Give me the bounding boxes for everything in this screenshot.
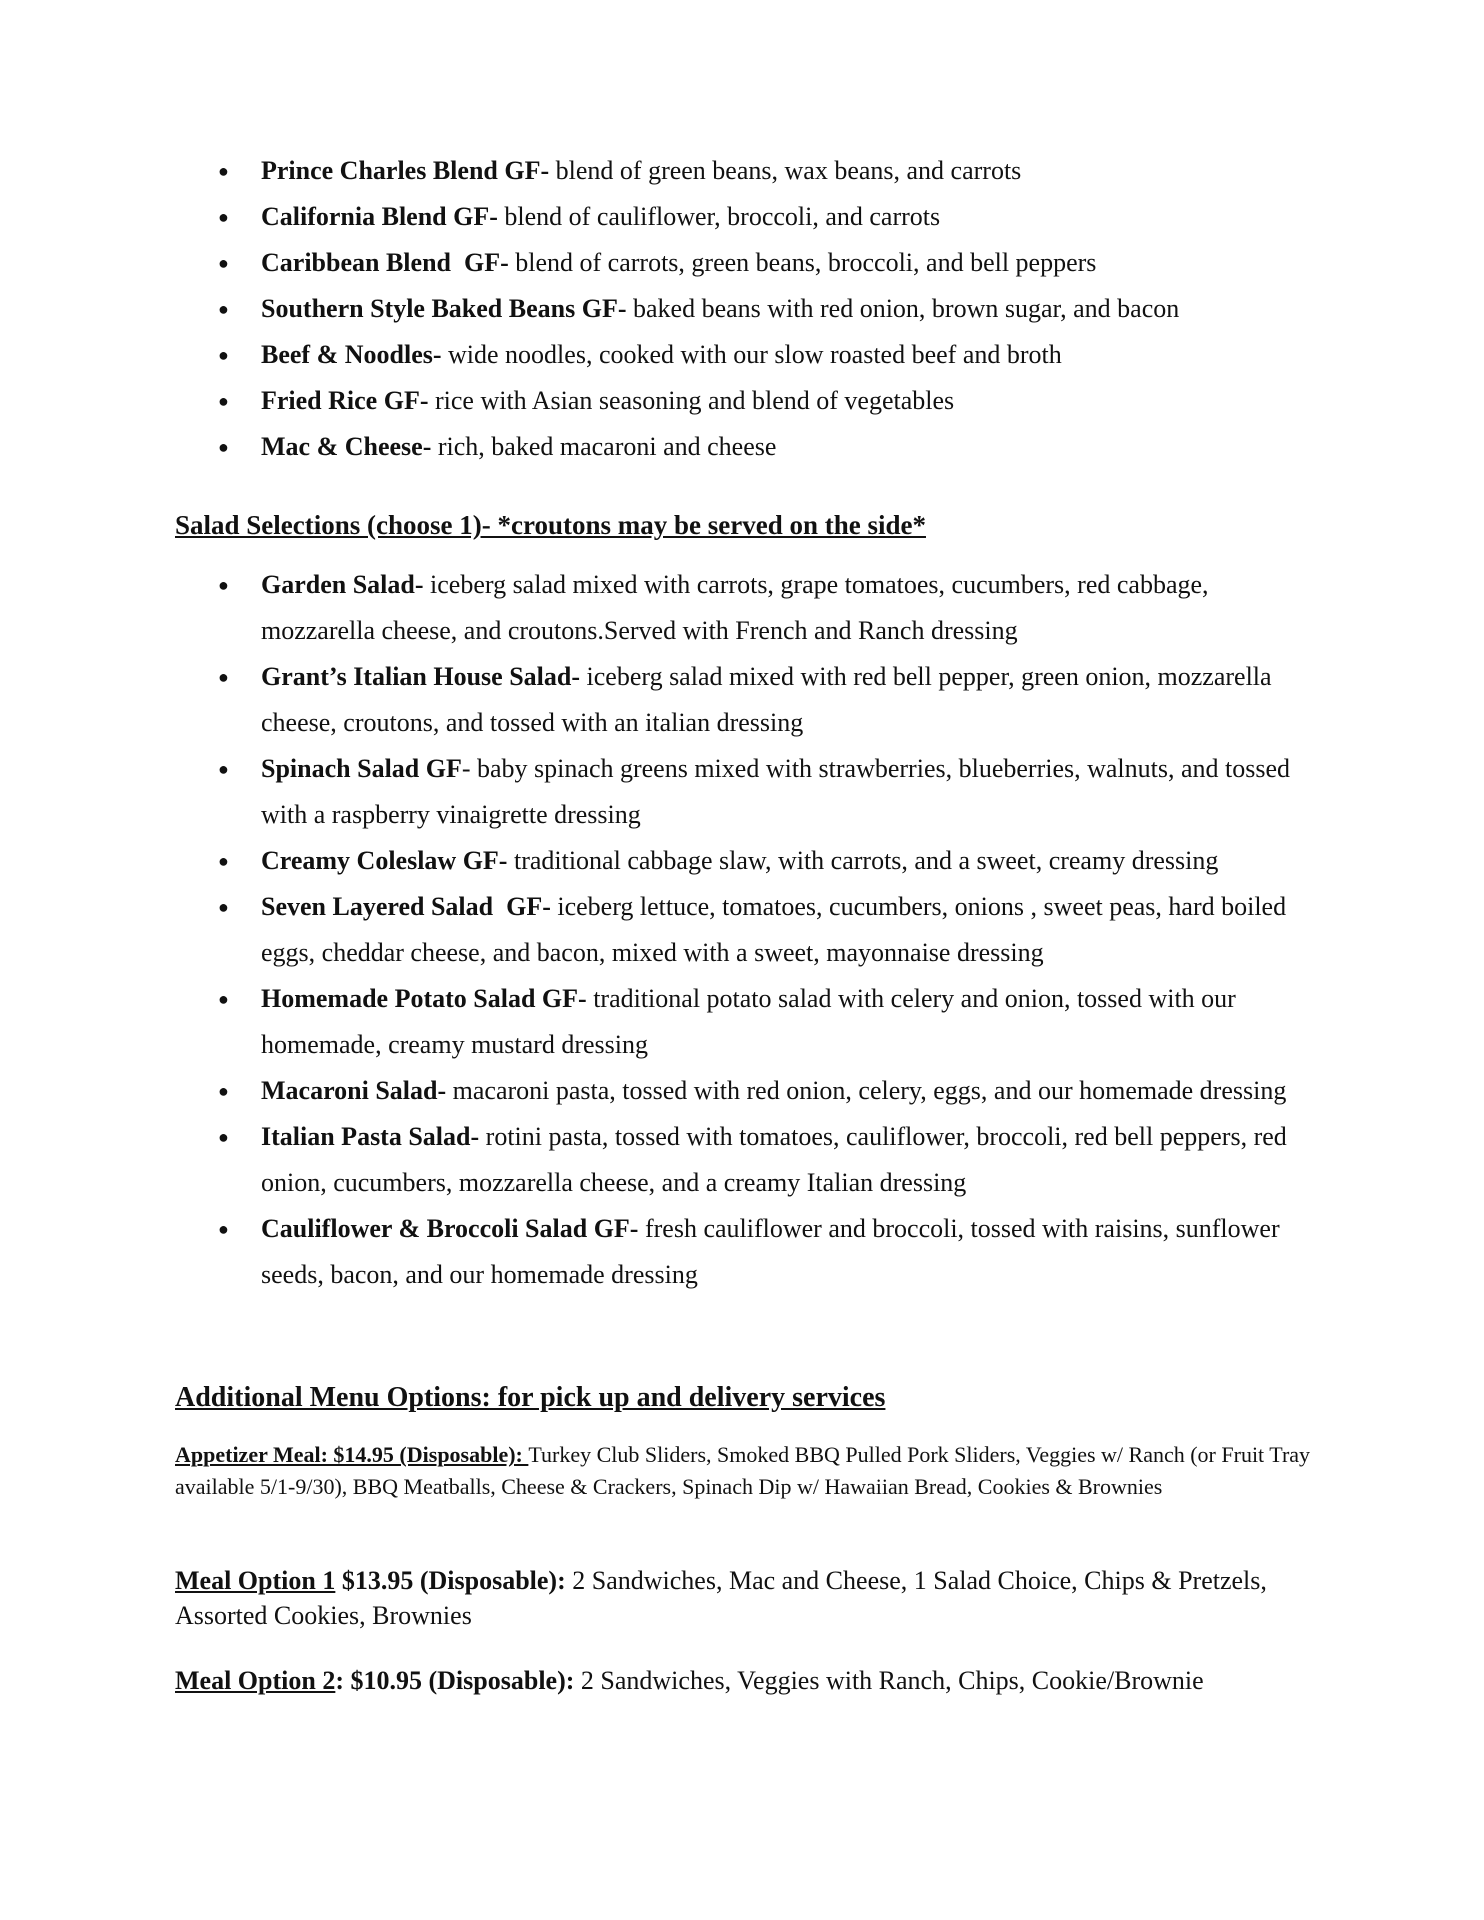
list-item <box>0 746 1484 838</box>
bullet-icon: ● <box>218 897 229 917</box>
item-name: Creamy Coleslaw GF- <box>261 846 508 875</box>
list-item <box>0 148 1484 194</box>
item-name: Caribbean Blend GF- <box>261 248 509 277</box>
bullet-icon: ● <box>218 759 229 779</box>
item-description: baked beans with red onion, brown sugar, and bacon <box>626 294 1180 323</box>
list-item <box>0 1068 1484 1114</box>
item-name: Cauliflower & Broccoli Salad GF- <box>261 1214 639 1243</box>
bullet-icon: ● <box>218 161 229 181</box>
meal-option-1-text: 2 Sandwiches, Mac and Cheese, 1 Salad Choice, Chips & Pretzels, Assorted Cookies, Brownies <box>175 1566 1267 1630</box>
list-item <box>0 838 1484 884</box>
meal-option-2-text: 2 Sandwiches, Veggies with Ranch, Chips, Cookie/Brownie <box>574 1666 1204 1695</box>
list-item <box>0 378 1484 424</box>
item-description: iceberg salad mixed with red bell pepper, green onion, mozzarella cheese, croutons, and tossed with an italian dressing <box>261 662 1272 737</box>
item-description: rotini pasta, tossed with tomatoes, cauliflower, broccoli, red bell peppers, red onion, cucumbers, mozzarella cheese, and a creamy Italian dressing <box>261 1122 1287 1197</box>
item-name: Mac & Cheese- <box>261 432 432 461</box>
bullet-icon: ● <box>218 1127 229 1147</box>
item-description: iceberg salad mixed with carrots, grape tomatoes, cucumbers, red cabbage, mozzarella cheese, and croutons.Served with French and Ranch dressing <box>261 570 1209 645</box>
bullet-icon: ● <box>218 437 229 457</box>
bullet-icon: ● <box>218 345 229 365</box>
bullet-icon: ● <box>218 253 229 273</box>
item-description: rich, baked macaroni and cheese <box>431 432 777 461</box>
list-item <box>0 194 1484 240</box>
list-item <box>0 332 1484 378</box>
meal-option-2-label: Meal Option 2 <box>175 1666 336 1695</box>
list-item <box>0 240 1484 286</box>
item-name: Southern Style Baked Beans GF- <box>261 294 627 323</box>
appetizer-meal-paragraph <box>175 1439 1315 1503</box>
item-name: Homemade Potato Salad GF- <box>261 984 587 1013</box>
bullet-icon: ● <box>218 207 229 227</box>
item-description: wide noodles, cooked with our slow roasted beef and broth <box>441 340 1062 369</box>
item-name: Grant’s Italian House Salad- <box>261 662 581 691</box>
meal-option-2-price: : $10.95 (Disposable): <box>335 1666 575 1695</box>
item-description: rice with Asian seasoning and blend of vegetables <box>428 386 955 415</box>
list-item <box>0 286 1484 332</box>
item-description: blend of carrots, green beans, broccoli, and bell peppers <box>508 248 1097 277</box>
bullet-icon: ● <box>218 391 229 411</box>
list-item <box>0 654 1484 746</box>
item-name: Garden Salad- <box>261 570 424 599</box>
bullet-icon: ● <box>218 989 229 1009</box>
salad-list <box>0 562 1484 1298</box>
additional-menu-heading: Additional Menu Options: for pick up and delivery services <box>175 1382 886 1413</box>
item-name: Italian Pasta Salad- <box>261 1122 480 1151</box>
item-name: California Blend GF- <box>261 202 498 231</box>
item-description: traditional potato salad with celery and onion, tossed with our homemade, creamy mustard dressing <box>261 984 1236 1059</box>
bullet-icon: ● <box>218 299 229 319</box>
meal-option-1-price: $13.95 (Disposable): <box>335 1566 566 1595</box>
list-item <box>0 976 1484 1068</box>
item-name: Macaroni Salad- <box>261 1076 447 1105</box>
side-dish-list <box>0 148 1484 470</box>
bullet-icon: ● <box>218 1081 229 1101</box>
bullet-icon: ● <box>218 667 229 687</box>
meal-option-2-paragraph <box>175 1663 1315 1698</box>
meal-option-1-paragraph <box>175 1563 1315 1633</box>
item-name: Fried Rice GF- <box>261 386 429 415</box>
item-description: blend of green beans, wax beans, and carrots <box>549 156 1022 185</box>
item-name: Spinach Salad GF <box>261 754 462 783</box>
list-item <box>0 562 1484 654</box>
list-item <box>0 424 1484 470</box>
item-description: traditional cabbage slaw, with carrots, and a sweet, creamy dressing <box>507 846 1219 875</box>
bullet-icon: ● <box>218 575 229 595</box>
salad-selections-heading: Salad Selections (choose 1)- *croutons may be served on the side* <box>175 510 926 540</box>
bullet-icon: ● <box>218 1219 229 1239</box>
item-description: - baby spinach greens mixed with strawberries, blueberries, walnuts, and tossed with a raspberry vinaigrette dressing <box>261 754 1291 829</box>
bullet-icon: ● <box>218 851 229 871</box>
meal-option-1-label: Meal Option 1 <box>175 1566 336 1595</box>
item-description: blend of cauliflower, broccoli, and carrots <box>497 202 941 231</box>
item-description: macaroni pasta, tossed with red onion, celery, eggs, and our homemade dressing <box>446 1076 1287 1105</box>
list-item <box>0 1206 1484 1298</box>
item-name: Prince Charles Blend GF- <box>261 156 550 185</box>
list-item <box>0 884 1484 976</box>
appetizer-meal-label: Appetizer Meal: $14.95 (Disposable): <box>175 1442 529 1467</box>
list-item <box>0 1114 1484 1206</box>
item-name: Seven Layered Salad GF- <box>261 892 551 921</box>
item-name: Beef & Noodles- <box>261 340 442 369</box>
item-description: iceberg lettuce, tomatoes, cucumbers, onions , sweet peas, hard boiled eggs, cheddar cheese, and bacon, mixed with a sweet, mayonnaise dressing <box>261 892 1287 967</box>
item-description: fresh cauliflower and broccoli, tossed with raisins, sunflower seeds, bacon, and our homemade dressing <box>261 1214 1280 1289</box>
appetizer-meal-text: Turkey Club Sliders, Smoked BBQ Pulled Pork Sliders, Veggies w/ Ranch (or Fruit Tray available 5/1-9/30), BBQ Meatballs, Cheese & Crackers, Spinach Dip w/ Hawaiian Bread, Cookies & Brownies <box>175 1442 1311 1499</box>
